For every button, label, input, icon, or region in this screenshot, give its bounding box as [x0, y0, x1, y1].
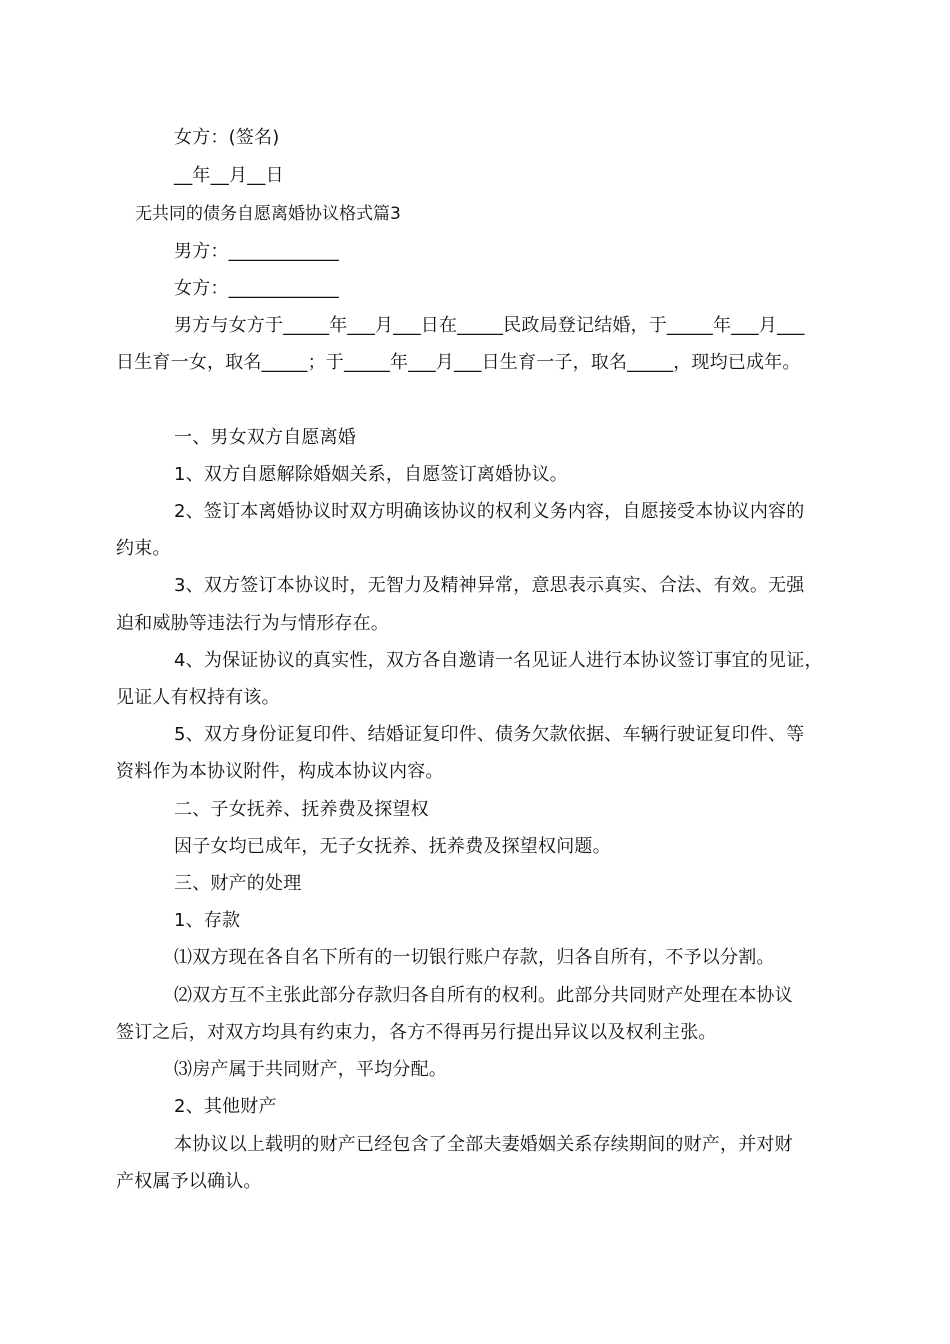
section1-item5-line1: 5、双方身份证复印件、结婚证复印件、债务欠款依据、车辆行驶证复印件、等 — [174, 724, 805, 745]
section3-sub1-heading: 1、存款 — [174, 910, 241, 931]
section1-heading: 一、男女双方自愿离婚 — [174, 427, 356, 448]
section1-item3-line2: 迫和威胁等违法行为与情形存在。 — [116, 613, 389, 634]
section3-heading: 三、财产的处理 — [174, 873, 302, 894]
section3-sub1-item1: ⑴双方现在各自名下所有的一切银行账户存款，归各自所有，不予以分割。 — [174, 947, 775, 968]
intro-line-1: 男方与女方于_____年___月___日在_____民政局登记结婚，于_____年___月___ — [174, 315, 805, 336]
section1-item1: 1、双方自愿解除婚姻关系，自愿签订离婚协议。 — [174, 464, 568, 485]
section1-item3-line1: 3、双方签订本协议时，无智力及精神异常，意思表示真实、合法、有效。无强 — [174, 575, 805, 596]
female-signature-line: 女方：(签名) — [174, 127, 280, 148]
section3-sub1-item3: ⑶房产属于共同财产，平均分配。 — [174, 1059, 447, 1080]
female-party-line: 女方：____________ — [174, 278, 339, 299]
section3-sub1-item2-line2: 签订之后，对双方均具有约束力，各方不得再另行提出异议以及权利主张。 — [116, 1022, 717, 1043]
section2-text: 因子女均已成年，无子女抚养、抚养费及探望权问题。 — [174, 836, 611, 857]
section1-item4-line2: 见证人有权持有该。 — [116, 687, 280, 708]
section2-heading: 二、子女抚养、抚养费及探望权 — [174, 799, 429, 820]
section3-sub2-heading: 2、其他财产 — [174, 1096, 277, 1117]
section1-item2-line1: 2、签订本离婚协议时双方明确该协议的权利义务内容，自愿接受本协议内容的 — [174, 501, 805, 522]
section1-item5-line2: 资料作为本协议附件，构成本协议内容。 — [116, 761, 444, 782]
agreement-title: 无共同的债务自愿离婚协议格式篇3 — [135, 204, 401, 224]
section3-sub2-text-line1: 本协议以上载明的财产已经包含了全部夫妻婚姻关系存续期间的财产，并对财 — [174, 1134, 793, 1155]
section1-item4-line1: 4、为保证协议的真实性，双方各自邀请一名见证人进行本协议签订事宜的见证， — [174, 650, 823, 671]
intro-line-2: 日生育一女，取名_____；于_____年___月___日生育一子，取名_____，现均已成年。 — [116, 352, 801, 373]
section3-sub1-item2-line1: ⑵双方互不主张此部分存款归各自所有的权利。此部分共同财产处理在本协议 — [174, 985, 793, 1006]
signature-date-line: __年__月__日 — [174, 165, 284, 186]
section1-item2-line2: 约束。 — [116, 538, 171, 559]
male-party-line: 男方：____________ — [174, 241, 339, 262]
section3-sub2-text-line2: 产权属予以确认。 — [116, 1171, 262, 1192]
